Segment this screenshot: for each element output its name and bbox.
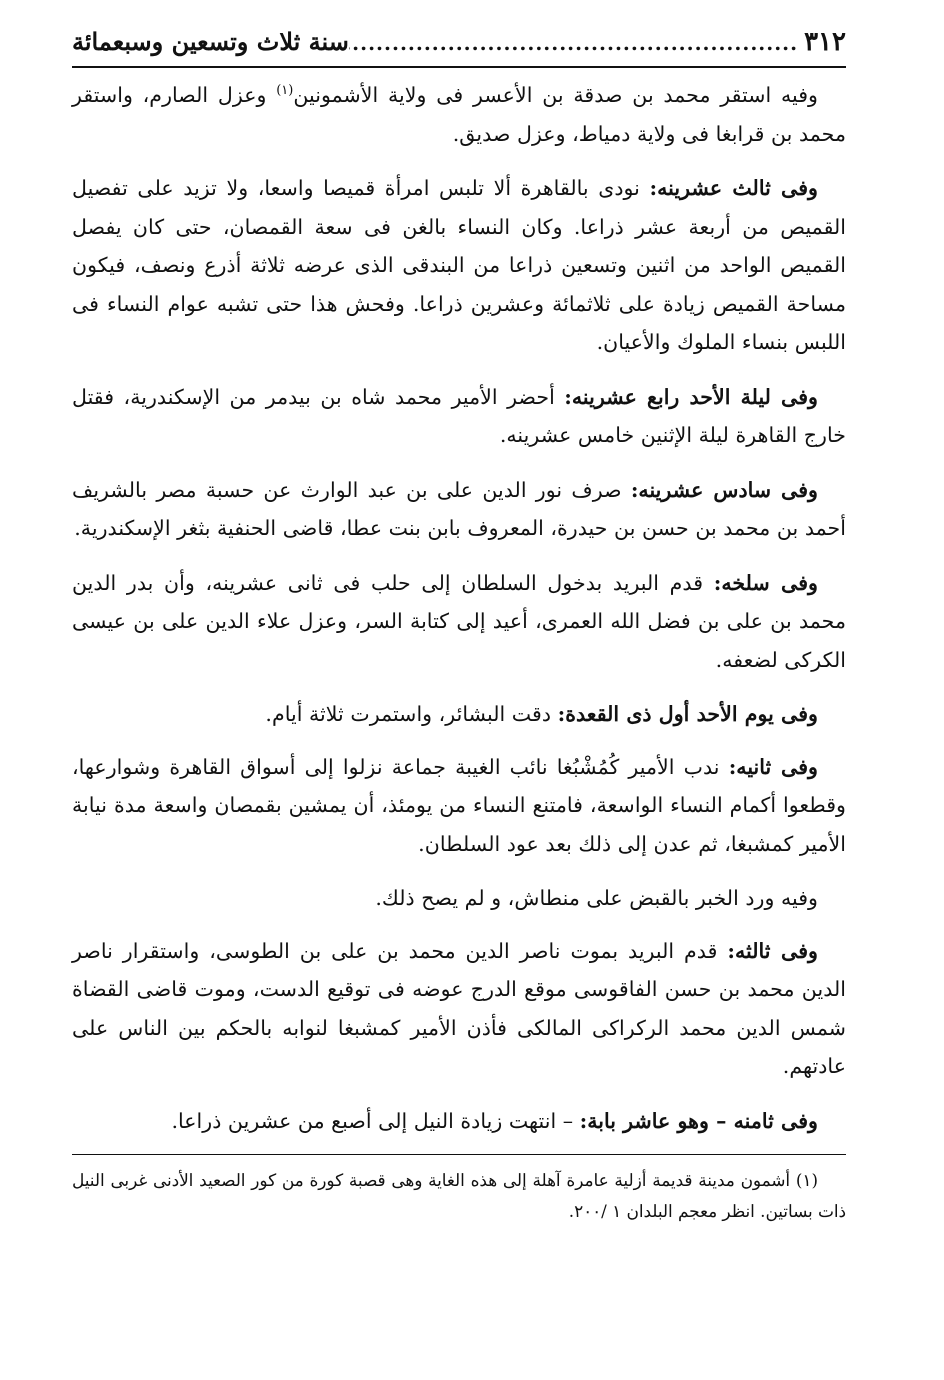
paragraph-text: أحضر الأمير محمد شاه بن بيدمر من الإسكندرية، فقتل خارج القاهرة ليلة الإثنين خامس عشرينه. [72,384,846,447]
paragraph-lead: وفى سادس عشرينه: [630,477,818,502]
paragraph-text: وفيه ورد الخبر بالقبض على منطاش، و لم يصح ذلك. [375,886,818,910]
page-number: ٣١٢ [804,27,846,57]
paragraph-10 [72,1102,846,1141]
paragraph-4 [72,471,846,548]
paragraph-lead: وفى سلخه: [713,570,818,595]
paragraph-text: وفيه استقر محمد بن صدقة بن الأعسر فى ولاية الأشمونين [293,83,818,107]
paragraph-text: قدم البريد بموت ناصر الدين محمد بن على بن الطوسى، واستقرار ناصر الدين محمد بن حسن الفاقوسى موقع الدرج عوضه فى توقيع الدست، وموت قاضى القضاة شمس الدين محمد الركراكى المالكى فأذن الأمير كمشبغا لنوابه بالحكم بين الناس على عادتهم. [72,938,846,1078]
header-leader-dots [349,23,804,63]
footnote [72,1165,846,1227]
paragraph-text: ندب الأمير كُمُشْبُغا نائب الغيبة جماعة نزلوا إلى أسواق القاهرة وشوارعها، وقطعوا أكمام النساء الواسعة، فامتنع النساء من يومئذ، أن يمشين بقمصان واسعة مدة نيابة الأمير كمشبغا، ثم عدن إلى ذلك بعد عود السلطان. [72,754,846,856]
paragraph-8 [72,879,846,918]
paragraph-text: دقت البشائر، واستمرت ثلاثة أيام. [265,702,558,726]
paragraph-text: قدم البريد بدخول السلطان إلى حلب فى ثانى عشرينه، وأن بدر الدين محمد بن على بن فضل الله العمرى، أعيد إلى كتابة السر، وعزل علاء الدين على بن عيسى الكركى لضعفه. [72,570,846,672]
footnote-text: أشمون مدينة قديمة أزلية عامرة آهلة إلى هذه الغاية وهى قصبة كورة من كور الصعيد الأدنى غربى النيل ذات بساتين. انظر معجم البلدان ١ /٢٠٠. [72,1170,846,1221]
paragraph-9 [72,932,846,1086]
page-body [72,76,846,1140]
paragraph-text-continued: وعزل الصارم، واستقر محمد بن قرابغا فى ولاية دمياط، وعزل صديق. [72,83,846,146]
paragraph-text: نودى بالقاهرة ألا تلبس امرأة قميصا واسعا، ولا تزيد على تفصيل القميص من أربعة عشر ذراعا. وكان النساء بالغن فى سعة القمصان، حتى كان يفصل القميص الواحد من اثنين وتسعين ذراعا من البندقى الذى عرضه ثلاثة أذرع ونصف، فيكون مساحة القميص زيادة على ثلاثمائة وعشرين ذراعا. وفحش هذا حتى تشبه عوام النساء فى اللبس بنساء الملوك والأعيان. [72,176,846,354]
paragraph-lead: وفى ثالث عشرينه: [649,176,818,200]
running-title: سنة ثلاث وتسعين وسبعمائة [72,27,349,56]
paragraph-text: – انتهت زيادة النيل إلى أصبع من عشرين ذراعا. [171,1108,580,1133]
paragraph-lead: وفى ثالثه: [727,938,819,963]
paragraph-lead: وفى يوم الأحد أول ذى القعدة: [557,702,818,726]
paragraph-lead: وفى ثانيه: [728,754,818,779]
footnote-marker: (١) [795,1170,818,1190]
footnote-ref[interactable]: (١) [276,83,294,99]
footnote-divider [72,1154,846,1155]
running-header [72,22,846,68]
paragraph-3 [72,378,846,455]
paragraph-1 [72,76,846,153]
paragraph-text: صرف نور الدين على بن عبد الوارث عن حسبة مصر بالشريف أحمد بن محمد بن حسن بن حيدرة، المعروف بابن بنت عطا، قاضى الحنفية بثغر الإسكندرية. [72,477,846,540]
paragraph-7 [72,748,846,864]
paragraph-lead: وفى ليلة الأحد رابع عشرينه: [564,384,818,409]
paragraph-6 [72,695,846,734]
paragraph-2 [72,169,846,362]
paragraph-lead: وفى ثامنه – وهو عاشر بابة: [579,1108,818,1133]
paragraph-5 [72,564,846,680]
book-page [72,22,846,1362]
